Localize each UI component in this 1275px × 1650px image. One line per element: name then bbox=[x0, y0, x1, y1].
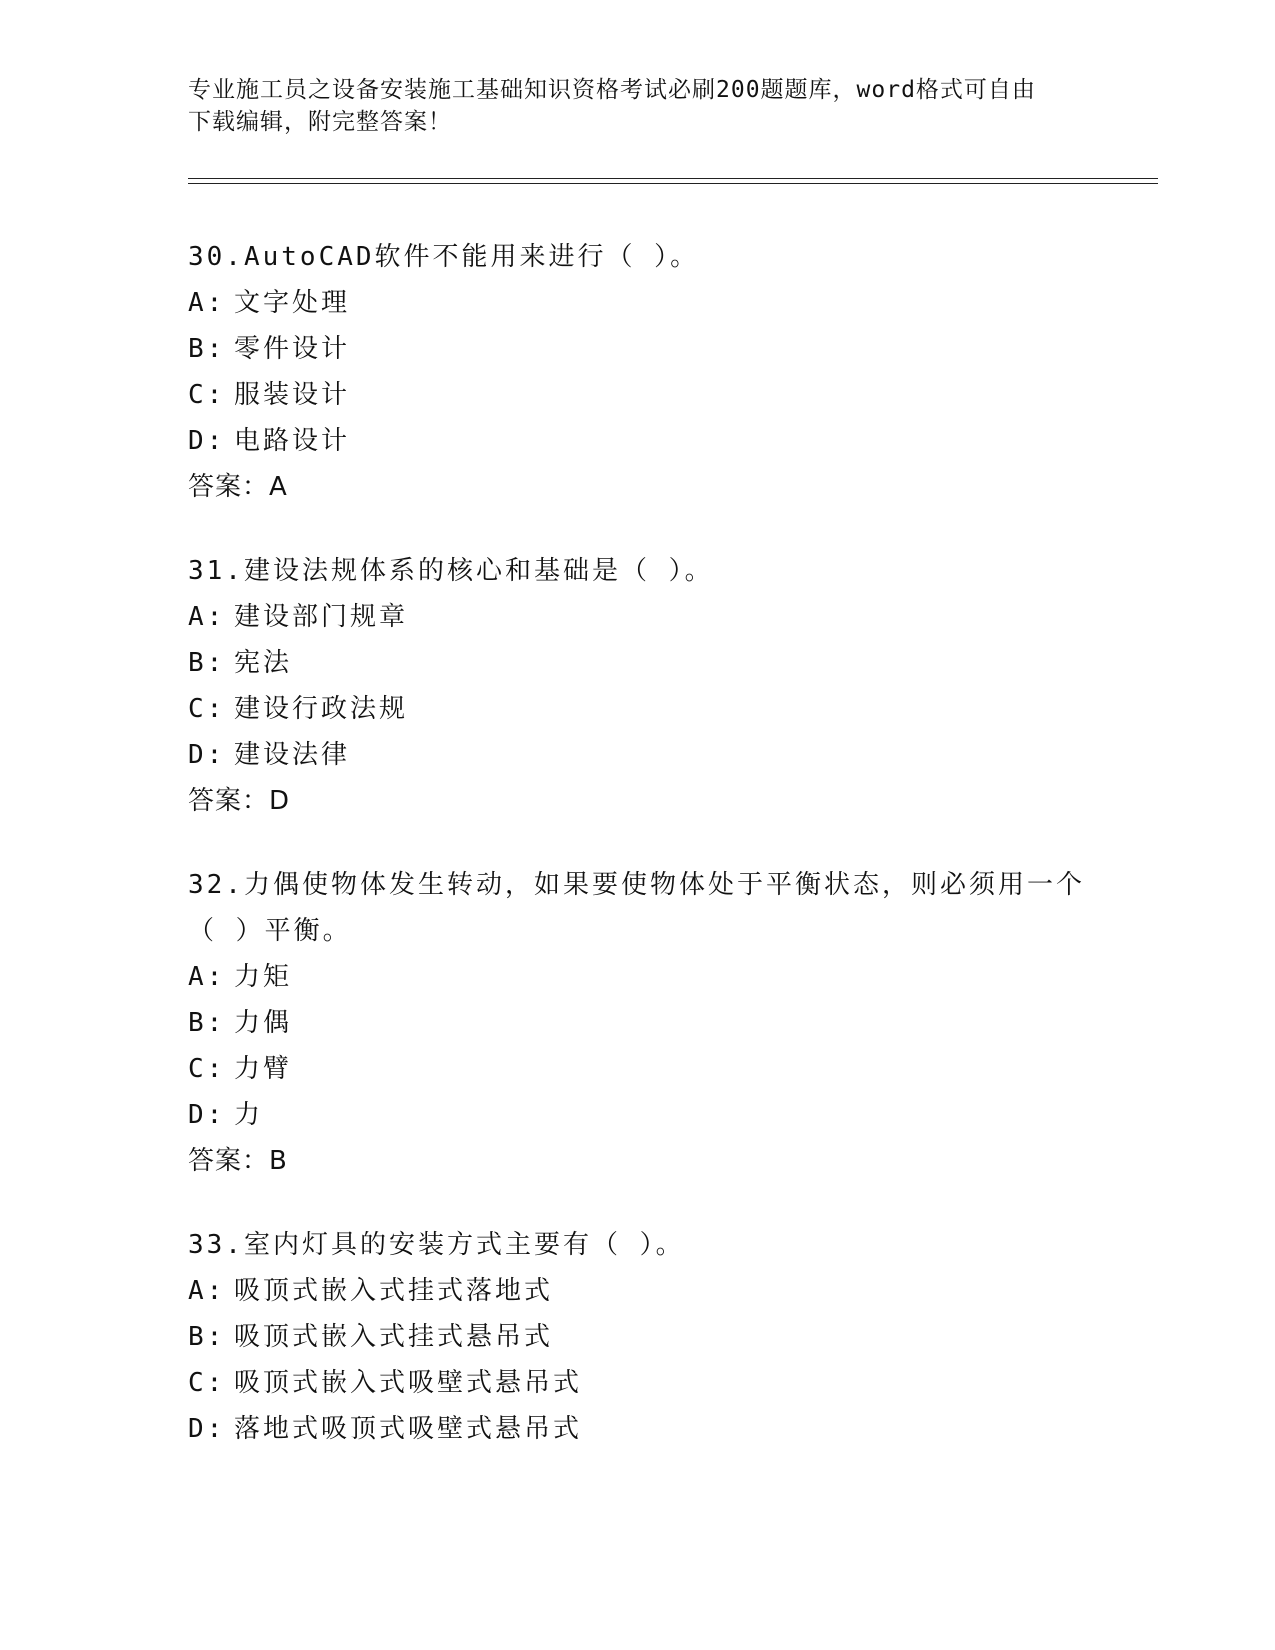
option-letter: D: bbox=[188, 1414, 226, 1444]
option-text: 宪法 bbox=[234, 648, 293, 678]
option-letter: A: bbox=[188, 602, 226, 632]
option-d bbox=[188, 1406, 1088, 1452]
option-text: 力矩 bbox=[234, 962, 293, 992]
option-letter: D: bbox=[188, 740, 226, 770]
option-text: 建设部门规章 bbox=[234, 602, 409, 632]
answer-line: 答案：D bbox=[188, 786, 291, 816]
option-letter: B: bbox=[188, 1008, 226, 1038]
option-text: 文字处理 bbox=[234, 288, 351, 318]
question-31 bbox=[188, 548, 1088, 824]
option-text: 力臂 bbox=[234, 1054, 293, 1084]
option-letter: D: bbox=[188, 1100, 226, 1130]
option-letter: B: bbox=[188, 334, 226, 364]
question-30 bbox=[188, 234, 1088, 510]
option-letter: C: bbox=[188, 694, 226, 724]
option-c bbox=[188, 686, 1088, 732]
header-rule-top bbox=[188, 178, 1158, 179]
option-d bbox=[188, 732, 1088, 778]
option-c bbox=[188, 372, 1088, 418]
option-letter: C: bbox=[188, 1368, 226, 1398]
header-line-2: 下载编辑，附完整答案！ bbox=[188, 109, 452, 135]
answer-line: 答案：A bbox=[188, 472, 288, 502]
option-d bbox=[188, 1092, 1088, 1138]
header-line-1: 专业施工员之设备安装施工基础知识资格考试必刷200题题库，word格式可自由 bbox=[188, 77, 1036, 103]
option-a bbox=[188, 280, 1088, 326]
question-stem: 30.AutoCAD软件不能用来进行（ ）。 bbox=[188, 242, 700, 272]
option-text: 服装设计 bbox=[234, 380, 351, 410]
option-a bbox=[188, 594, 1088, 640]
question-32 bbox=[188, 862, 1088, 1184]
option-text: 建设行政法规 bbox=[234, 694, 409, 724]
option-text: 吸顶式嵌入式挂式悬吊式 bbox=[234, 1322, 554, 1352]
option-letter: C: bbox=[188, 1054, 226, 1084]
question-stem: 33.室内灯具的安装方式主要有（ ）。 bbox=[188, 1230, 685, 1260]
option-letter: A: bbox=[188, 288, 226, 318]
question-33 bbox=[188, 1222, 1088, 1452]
option-text: 落地式吸顶式吸壁式悬吊式 bbox=[234, 1414, 583, 1444]
option-letter: B: bbox=[188, 1322, 226, 1352]
option-a bbox=[188, 954, 1088, 1000]
question-stem: 31.建设法规体系的核心和基础是（ ）。 bbox=[188, 556, 714, 586]
option-letter: D: bbox=[188, 426, 226, 456]
option-letter: A: bbox=[188, 962, 226, 992]
option-b bbox=[188, 640, 1088, 686]
option-b bbox=[188, 326, 1088, 372]
question-stem: 32.力偶使物体发生转动，如果要使物体处于平衡状态，则必须用一个 bbox=[188, 870, 1085, 900]
document-header bbox=[188, 74, 1088, 138]
question-stem-continued: （ ）平衡。 bbox=[188, 916, 352, 946]
option-text: 吸顶式嵌入式吸壁式悬吊式 bbox=[234, 1368, 583, 1398]
option-letter: C: bbox=[188, 380, 226, 410]
option-b bbox=[188, 1000, 1088, 1046]
option-text: 建设法律 bbox=[234, 740, 351, 770]
option-c bbox=[188, 1360, 1088, 1406]
option-text: 力 bbox=[234, 1100, 264, 1130]
option-letter: B: bbox=[188, 648, 226, 678]
option-letter: A: bbox=[188, 1276, 226, 1306]
option-a bbox=[188, 1268, 1088, 1314]
option-text: 电路设计 bbox=[234, 426, 351, 456]
header-rule-bottom bbox=[188, 183, 1158, 184]
option-text: 力偶 bbox=[234, 1008, 293, 1038]
option-c bbox=[188, 1046, 1088, 1092]
option-b bbox=[188, 1314, 1088, 1360]
answer-line: 答案：B bbox=[188, 1146, 288, 1176]
question-list bbox=[188, 234, 1088, 1490]
option-text: 吸顶式嵌入式挂式落地式 bbox=[234, 1276, 554, 1306]
option-text: 零件设计 bbox=[234, 334, 351, 364]
option-d bbox=[188, 418, 1088, 464]
